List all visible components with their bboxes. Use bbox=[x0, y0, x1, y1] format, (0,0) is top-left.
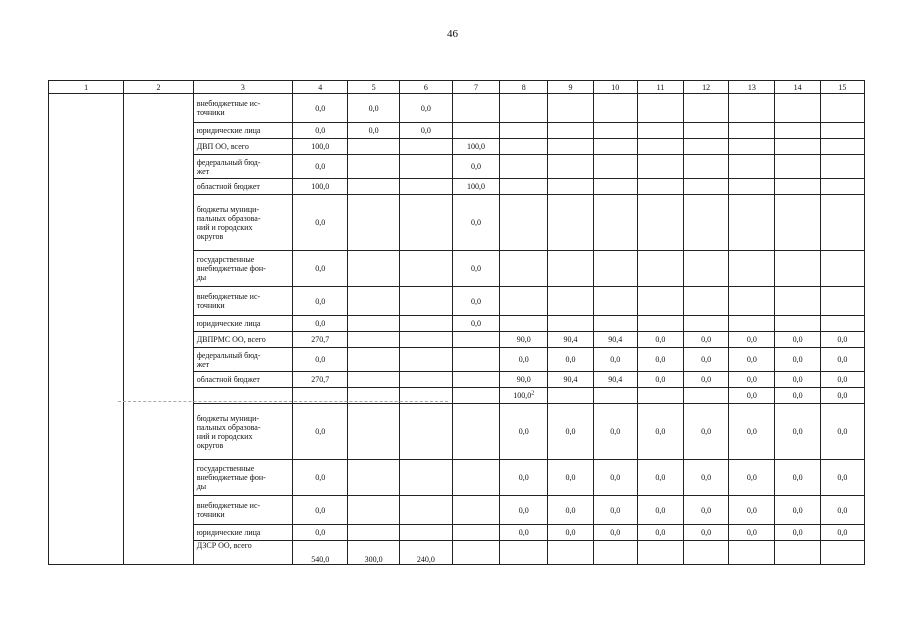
row-label: ДЗСР ОО, всего bbox=[193, 541, 292, 565]
value-cell bbox=[593, 94, 637, 123]
value-cell bbox=[593, 179, 637, 195]
value-cell bbox=[684, 155, 729, 179]
value-cell bbox=[500, 251, 548, 287]
value-cell bbox=[348, 332, 399, 348]
value-cell: 0,0 bbox=[399, 123, 452, 139]
value-cell bbox=[775, 195, 820, 251]
value-cell bbox=[452, 404, 499, 460]
value-cell: 100,0 bbox=[293, 139, 348, 155]
column-header: 6 bbox=[399, 81, 452, 94]
value-cell bbox=[637, 541, 683, 565]
value-cell bbox=[820, 287, 864, 316]
value-cell bbox=[637, 195, 683, 251]
column-header: 12 bbox=[684, 81, 729, 94]
value-cell: 0,0 bbox=[684, 404, 729, 460]
value-cell: 0,0 bbox=[293, 404, 348, 460]
column-header: 2 bbox=[124, 81, 193, 94]
row-label: внебюджетные ис- точники bbox=[193, 496, 292, 525]
value-cell bbox=[548, 316, 593, 332]
value-cell: 0,0 bbox=[637, 460, 683, 496]
value-cell bbox=[399, 179, 452, 195]
value-cell: 0,0 bbox=[452, 316, 499, 332]
value-cell bbox=[820, 195, 864, 251]
value-cell: 100,0$^2$ bbox=[500, 388, 548, 404]
value-cell: 0,0 bbox=[593, 525, 637, 541]
column-header: 3 bbox=[193, 81, 292, 94]
column-header: 9 bbox=[548, 81, 593, 94]
value-cell: 0,0 bbox=[729, 525, 775, 541]
value-cell: 0,0 bbox=[775, 348, 820, 372]
value-cell: 100,0 bbox=[452, 139, 499, 155]
value-cell bbox=[637, 179, 683, 195]
value-cell bbox=[637, 123, 683, 139]
value-cell bbox=[452, 388, 499, 404]
value-cell bbox=[548, 155, 593, 179]
value-cell bbox=[500, 123, 548, 139]
value-cell bbox=[820, 155, 864, 179]
column-header: 1 bbox=[49, 81, 124, 94]
value-cell bbox=[820, 251, 864, 287]
merged-empty-cell bbox=[49, 94, 124, 565]
value-cell: 0,0 bbox=[637, 332, 683, 348]
value-cell bbox=[593, 251, 637, 287]
value-cell: 0,0 bbox=[293, 155, 348, 179]
budget-table bbox=[48, 80, 865, 565]
row-label: федеральный бюд- жет bbox=[193, 348, 292, 372]
value-cell: 0,0 bbox=[452, 251, 499, 287]
value-cell: 0,0 bbox=[637, 525, 683, 541]
value-cell: 270,7 bbox=[293, 332, 348, 348]
value-cell: 100,0 bbox=[452, 179, 499, 195]
value-cell bbox=[500, 541, 548, 565]
value-cell bbox=[684, 195, 729, 251]
row-label: внебюджетные ис- точники bbox=[193, 287, 292, 316]
value-cell: 0,0 bbox=[729, 404, 775, 460]
value-cell bbox=[548, 287, 593, 316]
value-cell bbox=[548, 541, 593, 565]
value-cell bbox=[452, 541, 499, 565]
value-cell bbox=[684, 251, 729, 287]
value-cell bbox=[729, 179, 775, 195]
value-cell: 0,0 bbox=[500, 404, 548, 460]
value-cell bbox=[348, 372, 399, 388]
value-cell: 0,0 bbox=[820, 460, 864, 496]
value-cell bbox=[548, 388, 593, 404]
row-label: бюджеты муници- пальных образова- ний и городских округов bbox=[193, 195, 292, 251]
value-cell bbox=[500, 155, 548, 179]
value-cell bbox=[820, 179, 864, 195]
value-cell bbox=[348, 139, 399, 155]
value-cell bbox=[399, 195, 452, 251]
value-cell bbox=[684, 541, 729, 565]
value-cell bbox=[348, 460, 399, 496]
value-cell: 90,4 bbox=[593, 372, 637, 388]
value-cell: 0,0 bbox=[348, 123, 399, 139]
value-cell bbox=[729, 123, 775, 139]
value-cell: 0,0 bbox=[775, 460, 820, 496]
value-cell: 0,0 bbox=[452, 155, 499, 179]
row-label: юридические лица bbox=[193, 525, 292, 541]
value-cell bbox=[684, 94, 729, 123]
value-cell: 0,0 bbox=[293, 251, 348, 287]
value-cell bbox=[637, 251, 683, 287]
value-cell: 540,0 bbox=[293, 541, 348, 565]
value-cell bbox=[348, 525, 399, 541]
value-cell bbox=[500, 287, 548, 316]
value-cell: 0,0 bbox=[548, 496, 593, 525]
value-cell: 0,0 bbox=[293, 525, 348, 541]
column-header: 5 bbox=[348, 81, 399, 94]
column-header: 8 bbox=[500, 81, 548, 94]
value-cell bbox=[637, 316, 683, 332]
value-cell: 0,0 bbox=[500, 348, 548, 372]
value-cell bbox=[452, 525, 499, 541]
value-cell: 0,0 bbox=[637, 348, 683, 372]
value-cell bbox=[775, 251, 820, 287]
value-cell: 0,0 bbox=[399, 94, 452, 123]
value-cell: 0,0 bbox=[500, 525, 548, 541]
table-row bbox=[49, 94, 865, 123]
value-cell bbox=[820, 123, 864, 139]
value-cell bbox=[684, 388, 729, 404]
page-number: 46 bbox=[447, 28, 458, 40]
value-cell: 0,0 bbox=[684, 496, 729, 525]
value-cell: 0,0 bbox=[293, 348, 348, 372]
value-cell: 240,0 bbox=[399, 541, 452, 565]
value-cell: 0,0 bbox=[293, 94, 348, 123]
value-cell bbox=[775, 155, 820, 179]
value-cell bbox=[399, 372, 452, 388]
value-cell bbox=[637, 155, 683, 179]
value-cell bbox=[399, 404, 452, 460]
value-cell bbox=[593, 195, 637, 251]
value-cell: 0,0 bbox=[548, 404, 593, 460]
value-cell bbox=[348, 348, 399, 372]
column-header: 14 bbox=[775, 81, 820, 94]
value-cell: 0,0 bbox=[820, 404, 864, 460]
value-cell bbox=[452, 496, 499, 525]
column-header: 11 bbox=[637, 81, 683, 94]
value-cell: 0,0 bbox=[820, 348, 864, 372]
value-cell: 0,0 bbox=[820, 525, 864, 541]
value-cell bbox=[593, 155, 637, 179]
value-cell bbox=[820, 541, 864, 565]
value-cell bbox=[500, 139, 548, 155]
row-label: федеральный бюд- жет bbox=[193, 155, 292, 179]
value-cell bbox=[452, 348, 499, 372]
value-cell bbox=[775, 287, 820, 316]
value-cell: 0,0 bbox=[729, 348, 775, 372]
value-cell: 0,0 bbox=[775, 525, 820, 541]
value-cell: 0,0 bbox=[593, 496, 637, 525]
value-cell bbox=[348, 179, 399, 195]
value-cell: 0,0 bbox=[452, 195, 499, 251]
value-cell bbox=[399, 155, 452, 179]
value-cell bbox=[820, 316, 864, 332]
value-cell bbox=[684, 179, 729, 195]
value-cell bbox=[399, 251, 452, 287]
value-cell bbox=[500, 195, 548, 251]
value-cell: 90,0 bbox=[500, 332, 548, 348]
value-cell bbox=[348, 195, 399, 251]
value-cell bbox=[593, 123, 637, 139]
value-cell: 0,0 bbox=[293, 316, 348, 332]
value-cell: 0,0 bbox=[684, 525, 729, 541]
value-cell bbox=[593, 287, 637, 316]
value-cell bbox=[399, 525, 452, 541]
value-cell: 90,0 bbox=[500, 372, 548, 388]
value-cell: 0,0 bbox=[820, 388, 864, 404]
value-cell: 0,0 bbox=[293, 195, 348, 251]
value-cell bbox=[729, 287, 775, 316]
value-cell bbox=[775, 123, 820, 139]
value-cell: 90,4 bbox=[548, 372, 593, 388]
value-cell: 0,0 bbox=[684, 372, 729, 388]
value-cell bbox=[729, 155, 775, 179]
footnote-marker: 2 bbox=[531, 390, 535, 397]
row-label: ДВП ОО, всего bbox=[193, 139, 292, 155]
value-cell: 0,0 bbox=[293, 123, 348, 139]
column-header: 4 bbox=[293, 81, 348, 94]
value-cell bbox=[399, 287, 452, 316]
value-cell bbox=[399, 348, 452, 372]
value-cell: 0,0 bbox=[637, 496, 683, 525]
row-label: государственные внебюджетные фон- ды bbox=[193, 460, 292, 496]
value-cell bbox=[637, 287, 683, 316]
value-cell: 0,0 bbox=[593, 348, 637, 372]
value-cell: 0,0 bbox=[637, 372, 683, 388]
value-cell bbox=[548, 123, 593, 139]
value-cell bbox=[729, 139, 775, 155]
value-cell bbox=[399, 460, 452, 496]
value-cell bbox=[452, 123, 499, 139]
value-cell bbox=[684, 287, 729, 316]
value-cell bbox=[348, 496, 399, 525]
value-cell bbox=[548, 251, 593, 287]
value-cell: 100,0 bbox=[293, 179, 348, 195]
value-cell: 0,0 bbox=[775, 496, 820, 525]
value-cell: 0,0 bbox=[775, 388, 820, 404]
value-cell bbox=[729, 195, 775, 251]
faint-dotted-line bbox=[118, 401, 448, 402]
value-cell bbox=[548, 139, 593, 155]
value-cell: 0,0 bbox=[684, 460, 729, 496]
value-cell bbox=[820, 94, 864, 123]
value-cell bbox=[348, 155, 399, 179]
value-cell: 0,0 bbox=[500, 496, 548, 525]
value-cell bbox=[399, 316, 452, 332]
value-cell: 0,0 bbox=[348, 94, 399, 123]
value-cell bbox=[348, 316, 399, 332]
value-cell bbox=[593, 139, 637, 155]
value-cell bbox=[684, 139, 729, 155]
value-cell bbox=[452, 332, 499, 348]
value-cell: 0,0 bbox=[729, 460, 775, 496]
value-cell bbox=[452, 460, 499, 496]
value-cell: 300,0 bbox=[348, 541, 399, 565]
value-cell: 0,0 bbox=[548, 525, 593, 541]
value-cell bbox=[684, 123, 729, 139]
value-cell bbox=[637, 94, 683, 123]
value-cell bbox=[775, 139, 820, 155]
value-cell: 0,0 bbox=[293, 496, 348, 525]
value-cell: 0,0 bbox=[820, 372, 864, 388]
value-cell bbox=[500, 316, 548, 332]
value-cell: 0,0 bbox=[548, 460, 593, 496]
value-cell bbox=[500, 179, 548, 195]
value-cell bbox=[500, 94, 548, 123]
column-header: 10 bbox=[593, 81, 637, 94]
value-cell: 270,7 bbox=[293, 372, 348, 388]
value-cell bbox=[593, 388, 637, 404]
row-label: областной бюджет bbox=[193, 179, 292, 195]
value-cell bbox=[593, 316, 637, 332]
value-cell bbox=[399, 139, 452, 155]
value-cell bbox=[548, 94, 593, 123]
value-cell: 0,0 bbox=[684, 332, 729, 348]
value-cell bbox=[729, 94, 775, 123]
value-cell: 0,0 bbox=[820, 496, 864, 525]
value-cell: 90,4 bbox=[548, 332, 593, 348]
value-cell: 0,0 bbox=[452, 287, 499, 316]
row-label: областной бюджет bbox=[193, 372, 292, 388]
value-cell bbox=[775, 94, 820, 123]
value-cell: 0,0 bbox=[729, 388, 775, 404]
column-header: 13 bbox=[729, 81, 775, 94]
value-cell: 0,0 bbox=[729, 372, 775, 388]
row-label: юридические лица bbox=[193, 316, 292, 332]
value-cell: 0,0 bbox=[637, 404, 683, 460]
value-cell: 0,0 bbox=[293, 460, 348, 496]
column-header: 15 bbox=[820, 81, 864, 94]
value-cell bbox=[637, 139, 683, 155]
value-cell: 0,0 bbox=[593, 404, 637, 460]
value-cell: 0,0 bbox=[684, 348, 729, 372]
table-header-row bbox=[49, 81, 865, 94]
merged-empty-cell bbox=[124, 94, 193, 565]
row-label: бюджеты муници- пальных образова- ний и городских округов bbox=[193, 404, 292, 460]
value-cell bbox=[775, 179, 820, 195]
value-cell bbox=[548, 179, 593, 195]
value-cell bbox=[399, 496, 452, 525]
value-cell: 0,0 bbox=[729, 496, 775, 525]
value-cell: 0,0 bbox=[548, 348, 593, 372]
value-cell: 0,0 bbox=[775, 372, 820, 388]
column-header: 7 bbox=[452, 81, 499, 94]
row-label: юридические лица bbox=[193, 123, 292, 139]
row-label: внебюджетные ис- точники bbox=[193, 94, 292, 123]
value-cell bbox=[452, 372, 499, 388]
value-cell bbox=[348, 251, 399, 287]
value-cell bbox=[348, 404, 399, 460]
value-cell bbox=[684, 316, 729, 332]
value-cell: 0,0 bbox=[820, 332, 864, 348]
value-cell bbox=[593, 541, 637, 565]
row-label: ДВПРМС ОО, всего bbox=[193, 332, 292, 348]
value-cell: 0,0 bbox=[729, 332, 775, 348]
value-cell bbox=[729, 251, 775, 287]
value-cell: 0,0 bbox=[775, 404, 820, 460]
value-cell bbox=[775, 541, 820, 565]
value-cell bbox=[775, 316, 820, 332]
row-label: государственные внебюджетные фон- ды bbox=[193, 251, 292, 287]
value-cell bbox=[399, 332, 452, 348]
value-cell bbox=[348, 287, 399, 316]
value-cell: 0,0 bbox=[593, 460, 637, 496]
value-cell bbox=[729, 541, 775, 565]
value-cell: 0,0 bbox=[500, 460, 548, 496]
value-cell bbox=[820, 139, 864, 155]
value-cell bbox=[637, 388, 683, 404]
value-cell bbox=[729, 316, 775, 332]
value-cell: 0,0 bbox=[293, 287, 348, 316]
value-cell bbox=[548, 195, 593, 251]
value-cell: 0,0 bbox=[775, 332, 820, 348]
value-cell: 90,4 bbox=[593, 332, 637, 348]
value-cell bbox=[452, 94, 499, 123]
